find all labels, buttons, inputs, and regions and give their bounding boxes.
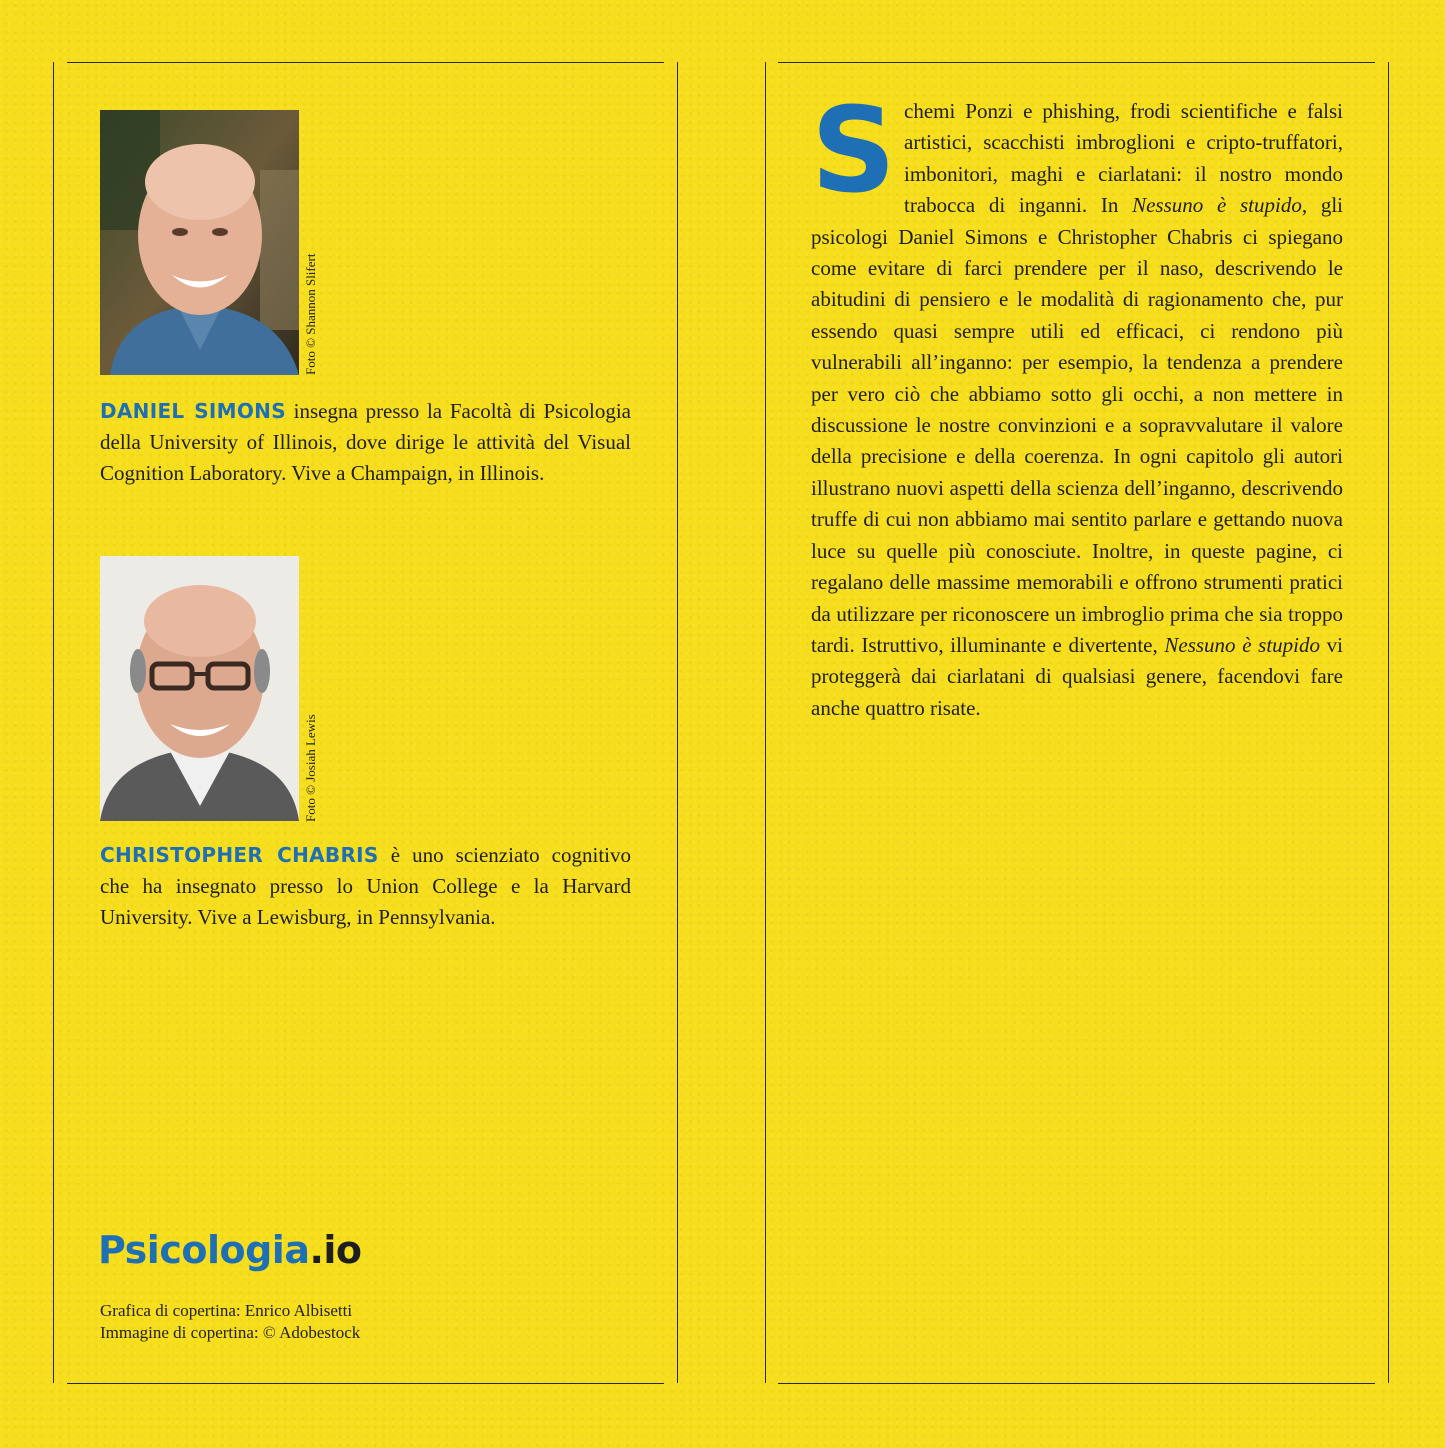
right-frame-bottom-rule [778, 1383, 1375, 1384]
blurb-title-2: Nessuno è stupido [1164, 632, 1320, 657]
author2-bio [100, 840, 631, 933]
blurb-text-3: vi proteggerà dai ciarlatani di qualsiasi genere, facendovi fare anche quattro risate. [811, 632, 1343, 720]
cover-credits [100, 1300, 360, 1344]
right-frame-top-rule [778, 62, 1375, 63]
author1-photo-credit: Foto © Shannon Slifert [303, 253, 318, 375]
left-frame-left-rule [53, 62, 54, 1383]
author1-name: DANIEL SIMONS [100, 399, 286, 423]
left-frame-right-rule [677, 62, 678, 1383]
cover-graphics-credit: Grafica di copertina: Enrico Albisetti [100, 1301, 353, 1320]
right-frame-right-rule [1388, 62, 1389, 1383]
left-frame-top-rule [67, 62, 664, 63]
author2-bio-text: è uno scienziato cognitivo che ha insegnato presso lo Union College e la Harvard University. Vive a Lewisburg, in Pennsylvania. [100, 843, 631, 929]
publisher-logo [98, 1228, 362, 1272]
author1-bio-text: insegna presso la Facoltà di Psicologia della University of Illinois, dove dirige le attività del Visual Cognition Laboratory. Vive a Champaign, in Illinois. [100, 399, 632, 485]
author2-photo-credit: Foto © Josiah Lewis [303, 714, 318, 822]
cover-image-credit: Immagine di copertina: © Adobestock [100, 1323, 361, 1342]
left-frame-bottom-rule [67, 1383, 664, 1384]
author1-photo [100, 110, 299, 375]
logo-part2: .io [309, 1228, 362, 1272]
author2-name: CHRISTOPHER CHABRIS [100, 843, 379, 867]
blurb-text-1: chemi Ponzi e phishing, frodi scientifiche e falsi artistici, scacchisti imbroglioni e cripto-truffatori, imbonitori, maghi e ciarlatani: il nostro mondo trabocca di inganni. In [904, 99, 1343, 218]
author2-photo [100, 556, 299, 821]
blurb-text-2: , gli psicologi Daniel Simons e Christopher Chabris ci spiegano come evitare di farci prendere per il naso, descrivendo le abitudini di pensiero e le modalità di ragionamento che, pur essendo quasi sempre utili ed efficaci, ci rendono più vulnerabili all’inganno: per esempio, la tendenza a prendere per vero ciò che abbiamo sotto gli occhi, a non mettere in discussione le nostre convinzioni e a sopravvalutare il valore della precisione e della coerenza. In ogni capitolo gli autori illustrano nuovi aspetti della scienza dell’inganno, descrivendo truffe di cui non abbiamo mai sentito parlare e gettando nuova luce su quelle più conosciute. Inoltre, in queste pagine, ci regalano delle massime memorabili e offrono strumenti pratici da utilizzare per riconoscere un imbroglio prima che sia troppo tardi. Istruttivo, illuminante e divertente, [811, 193, 1343, 657]
author1-bio [100, 396, 631, 489]
drop-cap: S [811, 81, 896, 219]
blurb-title-1: Nessuno è stupido [1132, 193, 1302, 218]
right-frame-left-rule [765, 62, 766, 1383]
logo-part1: Psicologia [98, 1228, 310, 1272]
book-blurb [811, 81, 1343, 724]
